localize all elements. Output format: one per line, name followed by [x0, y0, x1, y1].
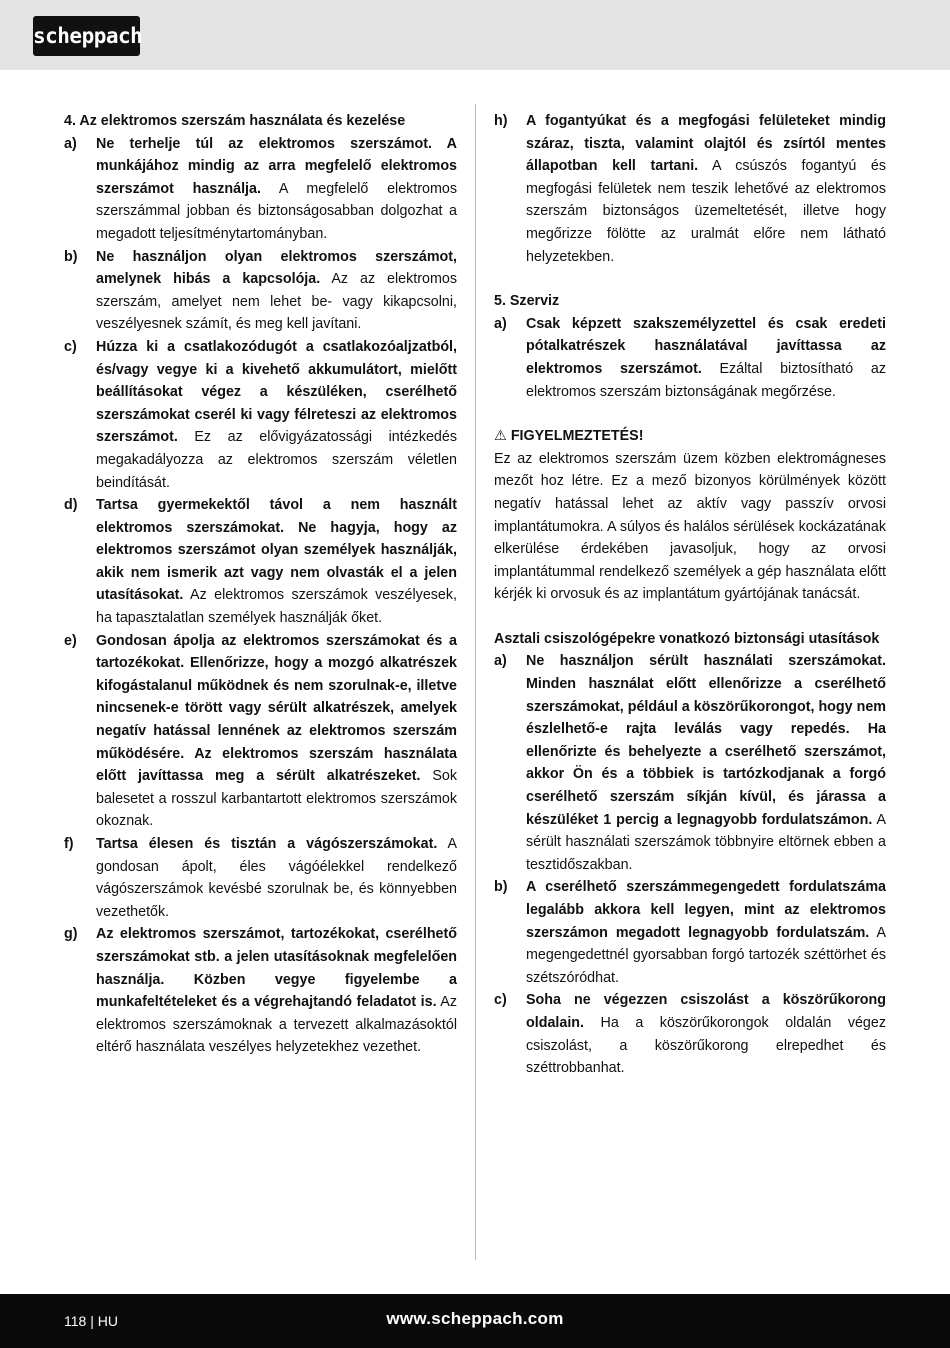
item-text: Ne használjon sérült használati szerszámokat. Minden használat előtt ellenőrizze a cserélhető szerszámokat, például a köszörűkorongot, hogy nem észlelhető-e rajta leválás vagy repedés. Ha ellenőrizte és behelyezte a cserélhető szerszámot, akkor Ön és a többiek is tartózkodjanak a forgó cserélhető szerszám síkján kívül, és járassa a készüléket 1 percig a legnagyobb fordulatszámon. A sérült használati szerszámok többnyire eltörnek ebben a tesztidőszakban. [526, 653, 886, 873]
item-marker: b) [64, 248, 78, 265]
item-marker: g) [64, 926, 78, 943]
list-item [64, 833, 457, 923]
item-marker: b) [494, 879, 508, 896]
item-text: Tartsa élesen és tisztán a vágószerszámokat. A gondosan ápolt, éles vágóélekkel rendelkező vágószerszámok kevésbé szorulnak be, és könnyebben vezethetők. [96, 836, 457, 920]
item-text: Tartsa gyermekektől távol a nem használt elektromos szerszámokat. Ne hagyja, hogy az elektromos szerszámot olyan személyek használják, akik nem ismerik azt vagy nem olvasták el a jelen utasításokat. Az elektromos szerszámok veszélyesek, ha tapasztalatlan személyek használják őket. [96, 497, 457, 627]
list-item [494, 989, 886, 1079]
warning-text: Ez az elektromos szerszám üzem közben elektromágneses mezőt hoz létre. Ez a mező bizonyos körülmények között negatív hatással lehet az aktív vagy passzív orvosi implantátumokra. A súlyos és halálos sérülések kockázatának elkerülése érdekében javasoljuk, hogy az orvosi implantátummal rendelkező személyek a gép használata előtt kérjék ki orvosuk és az implantátum gyártójának tanácsát. [494, 450, 886, 603]
item-text: Gondosan ápolja az elektromos szerszámokat és a tartozékokat. Ellenőrizze, hogy a mozgó alkatrészek kifogástalanul működnek és nem szorulnak-e, illetve nincsenek-e törött vagy sérült alkatrészek, amelyek negatív hatással lennének az elektromos szerszám működésére. Az elektromos szerszám használata előtt javíttassa meg a sérült alkatrészeket. Sok balesetet a rosszul karbantartott elektromos szerszámok okoznak. [96, 632, 457, 830]
page-number: 118 | HU [64, 1313, 118, 1329]
list-item [494, 110, 886, 268]
item-marker: c) [494, 992, 507, 1009]
warning-title: ⚠ FIGYELMEZTETÉS! [494, 428, 644, 445]
item-text: Ne terhelje túl az elektromos szerszámot. A munkájához mindig az arra megfelelő elektromos szerszámot használja. A megfelelő elektromos szerszámmal jobban és biztonságosabban dolgozhat a megadott teljesítménytartományban. [96, 135, 457, 242]
item-marker: a) [494, 315, 507, 332]
list-item [494, 650, 886, 876]
list-item [64, 923, 457, 1059]
item-text: Húzza ki a csatlakozódugót a csatlakozóaljzatból, és/vagy vegye ki a kivehető akkumulátort, mielőtt beállításokat végez a készüléken, cserélhető szerszámokat cserél ki vagy félreteszi az elektromos szerszámot. Ez az elővigyázatossági intézkedés megakadályozza az elektromos szerszám véletlen beindítását. [96, 338, 457, 491]
item-marker: d) [64, 497, 78, 514]
section-heading-usage: 4. Az elektromos szerszám használata és kezelése [64, 113, 406, 129]
item-text: A cserélhető szerszámmegengedett fordulatszáma legalább akkora kell legyen, mint az elektromos szerszámon megadott legnagyobb fordulatszám. A megengedettnél gyorsabban forgó tartozék széttörhet és szétszóródhat. [526, 879, 886, 986]
list-item [64, 336, 457, 494]
item-marker: f) [64, 836, 74, 852]
item-marker: e) [64, 632, 77, 649]
section-heading-grinder: Asztali csiszológépekre vonatkozó biztonsági utasítások [494, 630, 880, 647]
item-text: Ne használjon olyan elektromos szerszámot, amelynek hibás a kapcsolója. Az az elektromos szerszám, amelyet nem lehet be- vagy kikapcsolni, veszélyesnek számít, és meg kell javítani. [96, 248, 457, 333]
header-band [0, 0, 950, 70]
footer-band [0, 1294, 950, 1348]
item-text: A fogantyúkat és a megfogási felületeket mindig száraz, tiszta, valamint olajtól és zsírtól mentes állapotban kell tartani. A csúszós fogantyú és megfogási felületek nem teszik lehetővé az elektromos szerszám biztonságos üzemeltetését, illetve hogy megőrizze fölötte az uralmát előre nem látható helyzetekben. [526, 113, 886, 265]
left-column [64, 110, 457, 1059]
website-url: www.scheppach.com [386, 1309, 564, 1328]
item-text: Soha ne végezzen csiszolást a köszörűkorong oldalain. Ha a köszörűkorongok oldalán végez csiszolást, a köszörűkorong elrepedhet és széttrobbanhat. [526, 992, 886, 1077]
usage-list [64, 133, 457, 1059]
item-marker: c) [64, 338, 77, 355]
list-item [494, 876, 886, 989]
warning-triangle-icon: ⚠ [494, 428, 507, 445]
item-marker: a) [494, 653, 507, 670]
item-marker: h) [494, 113, 508, 129]
list-item [494, 313, 886, 403]
list-item [64, 246, 457, 336]
item-text: Csak képzett szakszemélyzettel és csak eredeti pótalkatrészek használatával javíttassa az elektromos szerszámot. Ezáltal biztosítható az elektromos szerszám biztonságának megőrzése. [526, 315, 886, 400]
list-item [64, 630, 457, 833]
right-column [494, 110, 886, 1080]
section-heading-service: 5. Szerviz [494, 293, 560, 310]
item-marker: a) [64, 135, 77, 152]
item-text: Az elektromos szerszámot, tartozékokat, cserélhető szerszámokat stb. a jelen utasításoknak megfelelően használja. Közben vegye figyelembe a munkafeltételeket és a végrehajtandó feladatot is. Az elektromos szerszámoknak a tervezett alkalmazásoktól eltérő használata veszélyes helyzetekhez vezethet. [96, 926, 457, 1056]
list-item [64, 133, 457, 246]
list-item [64, 494, 457, 630]
column-divider [475, 104, 476, 1260]
brand-logo: scheppach [33, 16, 140, 56]
